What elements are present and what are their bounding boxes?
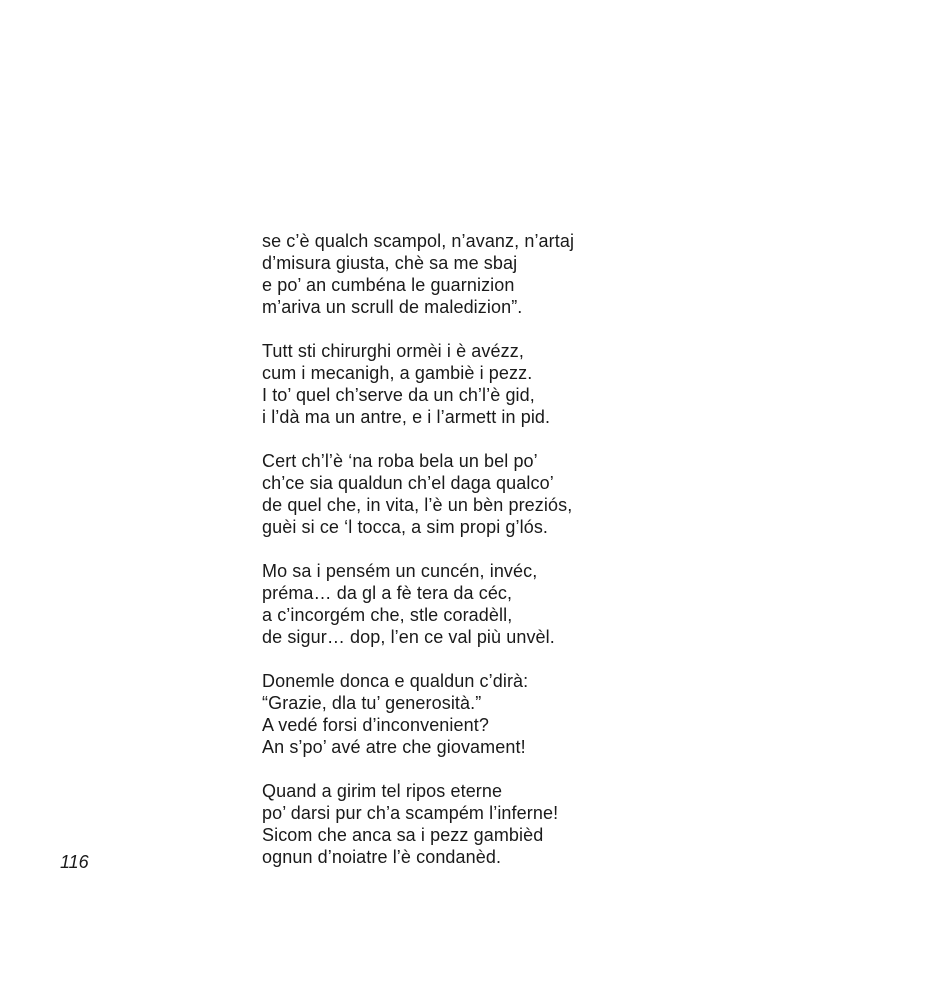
poem-line: A vedé forsi d’inconvenient? <box>262 715 489 735</box>
poem-line: ognun d’noiatre l’è condanèd. <box>262 847 502 867</box>
poem-line: Donemle donca e qualdun c’dirà: <box>262 671 529 691</box>
poem-line: préma… da gl a fè tera da céc, <box>262 583 513 603</box>
poem-line: I to’ quel ch’serve da un ch’l’è gid, <box>262 385 535 405</box>
poem-line: a c’incorgém che, stle coradèll, <box>262 605 513 625</box>
stanza-4 <box>262 560 782 648</box>
poem-line: po’ darsi pur ch’a scampém l’inferne! <box>262 803 559 823</box>
poem-line: se c’è qualch scampol, n’avanz, n’artaj <box>262 231 575 251</box>
poem-line: cum i mecanigh, a gambiè i pezz. <box>262 363 533 383</box>
poem-line: de sigur… dop, l’en ce val più unvèl. <box>262 627 555 647</box>
poem <box>262 230 782 890</box>
poem-line: d’misura giusta, chè sa me sbaj <box>262 253 518 273</box>
stanza-3 <box>262 450 782 538</box>
stanza-6 <box>262 780 782 868</box>
poem-line: de quel che, in vita, l’è un bèn preziós, <box>262 495 573 515</box>
poem-line: Tutt sti chirurghi ormèi i è avézz, <box>262 341 524 361</box>
poem-line: An s’po’ avé atre che giovament! <box>262 737 526 757</box>
page-number: 116 <box>60 852 89 872</box>
poem-line: ch’ce sia qualdun ch’el daga qualco’ <box>262 473 554 493</box>
poem-line: Cert ch’l’è ‘na roba bela un bel po’ <box>262 451 538 471</box>
poem-line: guèi si ce ‘l tocca, a sim propi g’lós. <box>262 517 549 537</box>
poem-line: Quand a girim tel ripos eterne <box>262 781 503 801</box>
poem-line: Sicom che anca sa i pezz gambièd <box>262 825 544 845</box>
poem-line: m’ariva un scrull de maledizion”. <box>262 297 523 317</box>
poem-line: Mo sa i pensém un cuncén, invéc, <box>262 561 538 581</box>
poem-line: e po’ an cumbéna le guarnizion <box>262 275 515 295</box>
stanza-1 <box>262 230 782 318</box>
poem-line: i l’dà ma un antre, e i l’armett in pid. <box>262 407 551 427</box>
poem-line: “Grazie, dla tu’ generosità.” <box>262 693 482 713</box>
stanza-2 <box>262 340 782 428</box>
stanza-5 <box>262 670 782 758</box>
